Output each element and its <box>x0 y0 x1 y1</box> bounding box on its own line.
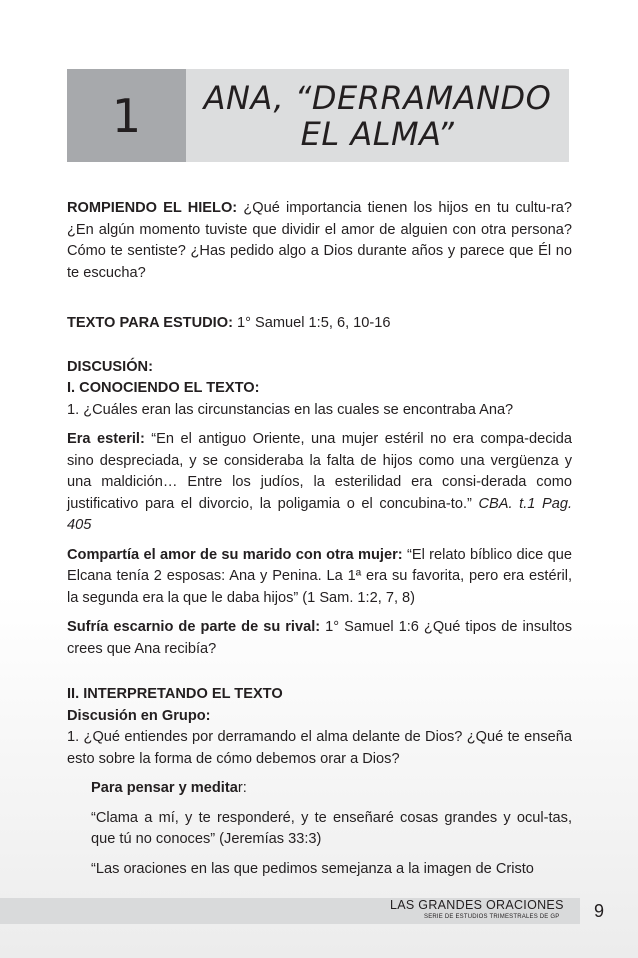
footer-series-subtitle: SERIE DE ESTUDIOS TRIMESTRALES DE GP <box>424 914 560 920</box>
section-1-heading: I. CONOCIENDO EL TEXTO: <box>67 380 260 396</box>
group-discussion-heading: Discusión en Grupo: <box>67 707 211 724</box>
paragraph-esteril-label: Era esteril: <box>67 431 145 447</box>
reflection-heading <box>91 778 572 800</box>
question-interpret-1: 1. ¿Qué entiendes por derramando el alma delante de Dios? ¿Qué te enseña esto sobre la forma de cómo debemos orar a Dios? <box>67 729 572 767</box>
icebreaker-text: ¿Qué importancia tienen los hijos en tu cultu-ra? ¿En algún momento tuviste que dividir el amor de alguien con otra persona? Cómo te sentiste? ¿Has pedido algo a Dios durante años y parece que Él no te escucha? <box>67 200 573 281</box>
chapter-title-line2: EL ALMA” <box>300 114 455 153</box>
paragraph-comparte-text: “El relato bíblico dice que Elcana tenía 2 esposas: Ana y Penina. La 1ª era su favorita, pero era estéril, la segunda era la que le daba hijos” (1 Sam. 1:2, 7, 8) <box>67 546 572 606</box>
reflection-block <box>67 778 572 880</box>
study-text-ref: 1° Samuel 1:5, 6, 10-16 <box>232 315 391 331</box>
study-text-paragraph <box>67 313 572 335</box>
discussion-heading: DISCUSIÓN: <box>67 358 153 375</box>
paragraph-comparte <box>67 545 572 610</box>
icebreaker-label: ROMPIENDO EL HIELO: <box>67 200 238 216</box>
reflection-heading-bold: Para pensar y medita <box>91 780 238 796</box>
page-number: 9 <box>594 901 605 921</box>
section-2-heading: II. INTERPRETANDO EL TEXTO <box>67 686 283 702</box>
reflection-heading-rest: r: <box>237 780 247 796</box>
paragraph-esteril-citation: CBA. t.1 Pag. 405 <box>67 495 572 533</box>
chapter-number-box <box>67 69 186 162</box>
chapter-title-box <box>186 69 569 162</box>
study-text-label: TEXTO PARA ESTUDIO: <box>67 315 233 331</box>
chapter-number: 1 <box>111 88 142 143</box>
question-1: 1. ¿Cuáles eran las circunstancias en las cuales se encontraba Ana? <box>67 401 514 418</box>
page-body <box>67 198 572 880</box>
paragraph-esteril <box>67 429 572 537</box>
chapter-header <box>67 69 569 162</box>
paragraph-escarnio <box>67 617 572 660</box>
footer-series-title: LAS GRANDES ORACIONES <box>390 898 564 912</box>
paragraph-escarnio-text: 1° Samuel 1:6 ¿Qué tipos de insultos crees que Ana recibía? <box>67 619 572 657</box>
paragraph-esteril-text: “En el antiguo Oriente, una mujer estéril no era compa-decida sino despreciada, y se consideraba la falta de hijos como una vergüenza y una maldición… Entre los judíos, la esterilidad era consi-derada como justificativo para el divorcio, la poligamia o el concubina-to.” <box>67 431 572 512</box>
icebreaker-paragraph <box>67 198 572 284</box>
quote-oraciones: “Las oraciones en las que pedimos semejanza a la imagen de Cristo <box>91 860 534 877</box>
paragraph-comparte-label: Compartía el amor de su marido con otra mujer: <box>67 546 403 563</box>
paragraph-escarnio-label: Sufría escarnio de parte de su rival: <box>67 619 321 635</box>
quote-jeremias: “Clama a mí, y te responderé, y te enseñaré cosas grandes y ocul-tas, que tú no conoces” (Jeremías 33:3) <box>91 809 572 847</box>
chapter-title-line1: ANA, “DERRAMANDO <box>203 78 552 117</box>
